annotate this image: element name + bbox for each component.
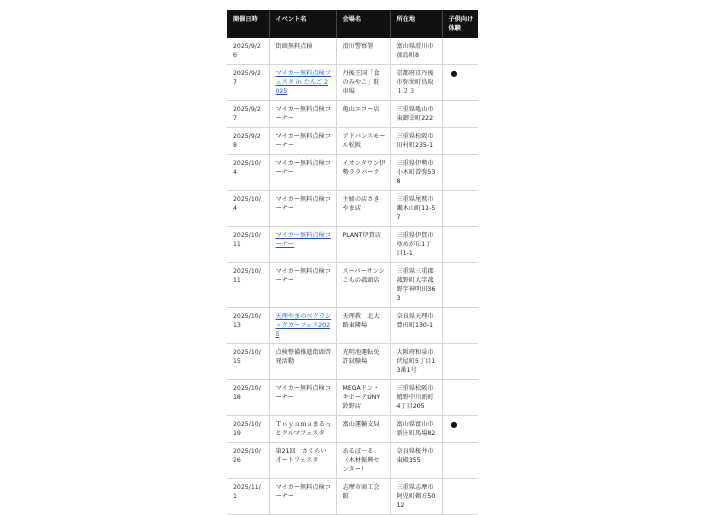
table-row <box>227 416 478 443</box>
table-body <box>227 38 478 515</box>
cell-event-text[interactable]: マイカー無料点検コーナー <box>275 232 331 248</box>
cell-event <box>269 479 336 515</box>
cell-venue <box>336 443 390 479</box>
event-table <box>227 10 478 515</box>
kids-marker <box>449 348 451 357</box>
cell-event <box>269 443 336 479</box>
cell-event-text: 点検整備推進街頭啓発活動 <box>275 349 332 365</box>
cell-venue <box>336 344 390 380</box>
cell-date-text: 2025/10/19 <box>233 421 261 437</box>
cell-date <box>227 101 269 128</box>
cell-date <box>227 416 269 443</box>
cell-address <box>390 128 442 155</box>
cell-date <box>227 263 269 308</box>
cell-venue-text: イオンタウン伊勢ララパーク <box>342 160 386 176</box>
cell-event <box>269 227 336 263</box>
cell-date-text: 2025/9/27 <box>233 106 261 122</box>
kids-marker <box>449 312 451 321</box>
cell-kids <box>442 479 478 515</box>
kids-marker <box>449 132 451 141</box>
cell-date <box>227 38 269 65</box>
cell-venue <box>336 380 390 416</box>
cell-venue-text: 光明池運転免許試験場 <box>342 349 380 365</box>
kids-marker <box>449 195 451 204</box>
event-table-container <box>227 10 478 515</box>
cell-event <box>269 128 336 155</box>
cell-address-text: 富山県滑川市加島町8 <box>396 43 434 59</box>
header-address: 所在地 <box>390 10 442 38</box>
cell-event-text[interactable]: 天理やまのべクラシックカーフェス2025 <box>275 313 332 338</box>
cell-date-text: 2025/9/26 <box>233 43 261 59</box>
cell-date-text: 2025/9/28 <box>233 133 261 149</box>
cell-date-text: 2025/10/26 <box>233 448 261 464</box>
cell-address <box>390 191 442 227</box>
cell-address <box>390 344 442 380</box>
cell-venue-text: 亀山エコー店 <box>342 106 380 113</box>
cell-event-text: Ｔｏｙａｍａまるっとクルマフェスタ <box>275 421 332 437</box>
cell-event <box>269 101 336 128</box>
cell-venue <box>336 479 390 515</box>
cell-venue-text: 志摩市商工会館 <box>342 484 380 500</box>
cell-date-text: 2025/10/4 <box>233 196 261 212</box>
kids-marker: ● <box>450 69 458 78</box>
cell-venue-text: 滑川警察署 <box>342 43 374 50</box>
cell-event-text: マイカー無料点検コーナー <box>275 196 331 212</box>
table-row <box>227 380 478 416</box>
kids-marker: ● <box>450 420 458 429</box>
cell-address <box>390 443 442 479</box>
cell-kids <box>442 65 478 101</box>
cell-event <box>269 380 336 416</box>
cell-venue-text: 主婦の店さきやま店 <box>342 196 380 212</box>
cell-venue <box>336 308 390 344</box>
header-row <box>227 10 478 38</box>
cell-event-text[interactable]: マイカー無料点検フェスタ in たんご 2025 <box>275 70 331 95</box>
cell-address <box>390 65 442 101</box>
cell-event <box>269 65 336 101</box>
cell-date <box>227 65 269 101</box>
cell-address-text: 三重県松阪市田村町235-1 <box>396 133 434 149</box>
kids-marker <box>449 267 451 276</box>
header-date: 開催日時 <box>227 10 269 38</box>
kids-marker <box>449 447 451 456</box>
cell-venue <box>336 263 390 308</box>
cell-address-text: 三重県亀山市東御幸町222 <box>396 106 434 122</box>
cell-event-text: マイカー無料点検コーナー <box>275 106 331 122</box>
cell-date <box>227 443 269 479</box>
table-row <box>227 479 478 515</box>
cell-kids <box>442 227 478 263</box>
cell-venue <box>336 416 390 443</box>
cell-date-text: 2025/10/4 <box>233 160 261 176</box>
table-row <box>227 65 478 101</box>
cell-date <box>227 155 269 191</box>
cell-kids <box>442 308 478 344</box>
cell-date-text: 2025/10/18 <box>233 385 261 401</box>
cell-venue <box>336 155 390 191</box>
cell-event-text: マイカー無料点検コーナー <box>275 385 331 401</box>
table-row <box>227 155 478 191</box>
cell-date <box>227 380 269 416</box>
table-row <box>227 227 478 263</box>
cell-kids <box>442 416 478 443</box>
cell-venue <box>336 191 390 227</box>
cell-venue-text: PLANT伊賀店 <box>342 232 382 239</box>
cell-event <box>269 416 336 443</box>
cell-address-text: 奈良県桜井市東殿355 <box>396 448 434 464</box>
table-row <box>227 191 478 227</box>
cell-kids <box>442 380 478 416</box>
table-row <box>227 128 478 155</box>
cell-venue-text: あるぼ～る（木材振興センター） <box>342 448 380 473</box>
cell-address <box>390 263 442 308</box>
cell-kids <box>442 101 478 128</box>
cell-venue <box>336 65 390 101</box>
cell-address <box>390 416 442 443</box>
cell-date-text: 2025/10/11 <box>233 232 261 248</box>
table-row <box>227 263 478 308</box>
cell-date-text: 2025/11/1 <box>233 484 261 500</box>
table-row <box>227 101 478 128</box>
cell-kids <box>442 128 478 155</box>
cell-date <box>227 227 269 263</box>
cell-kids <box>442 263 478 308</box>
kids-marker <box>449 159 451 168</box>
kids-marker <box>449 483 451 492</box>
cell-event-text: マイカー無料点検コーナー <box>275 268 331 284</box>
cell-event <box>269 308 336 344</box>
cell-venue-text: 富山運輸支局 <box>342 421 380 428</box>
cell-date <box>227 344 269 380</box>
cell-date <box>227 479 269 515</box>
cell-address-text: 大阪府和泉市伏屋町5丁目13番1号 <box>396 349 436 374</box>
table-row <box>227 38 478 65</box>
cell-venue <box>336 38 390 65</box>
cell-date-text: 2025/10/11 <box>233 268 261 284</box>
cell-venue-text: 丹後王国「食のみやこ」駐車場 <box>342 70 380 95</box>
cell-venue <box>336 227 390 263</box>
header-kids: 子供向け体験 <box>442 10 478 38</box>
cell-address <box>390 38 442 65</box>
cell-venue-text: スーパーサンシこもの菰頭店 <box>342 268 385 284</box>
cell-date <box>227 308 269 344</box>
cell-address-text: 三重県伊勢市小木町曽弥538 <box>396 160 436 185</box>
cell-kids <box>442 38 478 65</box>
cell-address <box>390 479 442 515</box>
cell-address-text: 三重県伊賀市ゆめが丘1丁目1-1 <box>396 232 434 257</box>
cell-venue-text: アドバンスモール松阪 <box>342 133 386 149</box>
cell-venue-text: MEGAドン・キホーテUNY鈴野店 <box>342 385 381 410</box>
cell-address <box>390 380 442 416</box>
cell-address-text: 京都府京丹後市弥栄町鳥取１２３ <box>396 70 434 95</box>
cell-event-text: 第21回 さくらい才ートフェスタ <box>275 448 327 464</box>
table-header <box>227 10 478 38</box>
cell-address-text: 三重県志摩市阿児町鵜方5012 <box>396 484 436 509</box>
cell-date-text: 2025/10/15 <box>233 349 261 365</box>
cell-address <box>390 227 442 263</box>
cell-event <box>269 344 336 380</box>
kids-marker <box>449 384 451 393</box>
cell-address <box>390 101 442 128</box>
cell-venue <box>336 101 390 128</box>
cell-address-text: 三重県尾鷲市瀬木山町11-57 <box>396 196 436 221</box>
cell-address-text: 富山県富山市新庄町馬場82 <box>396 421 436 437</box>
cell-event <box>269 155 336 191</box>
cell-address-text: 奈良県天理市豊田町130-1 <box>396 313 434 329</box>
kids-marker <box>449 42 451 51</box>
table-row <box>227 308 478 344</box>
cell-date <box>227 191 269 227</box>
cell-event-text: マイカー無料点検コーナー <box>275 160 331 176</box>
table-row <box>227 344 478 380</box>
cell-address-text: 三重県松阪市嬉野中川新町4丁目205 <box>396 385 434 410</box>
cell-date-text: 2025/10/13 <box>233 313 261 329</box>
cell-venue <box>336 128 390 155</box>
cell-address-text: 三重県三重郡菰野町大字菰野字神明田363 <box>396 268 436 302</box>
table-row <box>227 443 478 479</box>
cell-event <box>269 38 336 65</box>
cell-kids <box>442 344 478 380</box>
cell-kids <box>442 443 478 479</box>
cell-date <box>227 128 269 155</box>
cell-event-text: 街頭無料点検 <box>275 43 313 50</box>
header-venue: 会場名 <box>336 10 390 38</box>
header-event: イベント名 <box>269 10 336 38</box>
kids-marker <box>449 231 451 240</box>
kids-marker <box>449 105 451 114</box>
cell-event <box>269 191 336 227</box>
cell-kids <box>442 191 478 227</box>
cell-event-text: マイカー無料点検コーナー <box>275 133 331 149</box>
cell-event <box>269 263 336 308</box>
cell-address <box>390 308 442 344</box>
cell-address <box>390 155 442 191</box>
cell-date-text: 2025/9/27 <box>233 70 261 86</box>
cell-event-text: マイカー無料点検コーナー <box>275 484 331 500</box>
cell-kids <box>442 155 478 191</box>
cell-venue-text: 天理教 北大路東隣場 <box>342 313 380 329</box>
